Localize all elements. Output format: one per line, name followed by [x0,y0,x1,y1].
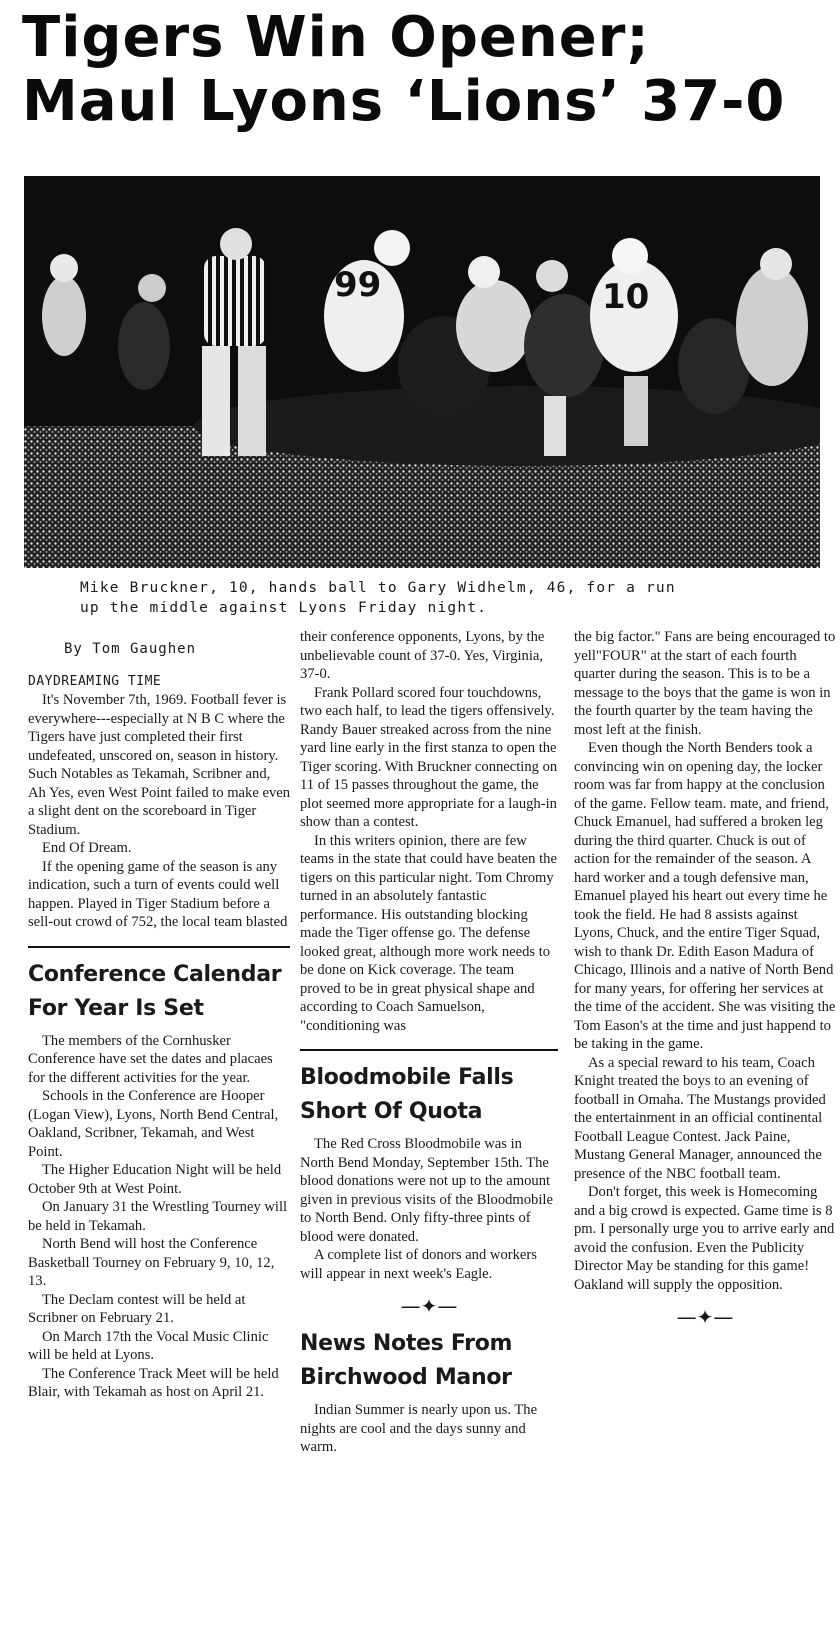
calendar-headline-line-1: Conference Calendar [28,961,282,987]
calendar-paragraph: The Higher Education Night will be held October 9th at West Point. [28,1162,282,1197]
calendar-headline [28,958,290,1026]
news-notes-headline [300,1327,558,1395]
calendar-paragraph: The Declam contest will be held at Scribner on February 21. [28,1291,246,1326]
headline [22,6,822,134]
byline: By Tom Gaughen [64,641,197,657]
news-notes-headline-line-1: News Notes From [300,1331,513,1356]
jersey-number-10: 10 [602,277,650,317]
article-paragraph: If the opening game of the season is any indication, such a turn of events could well happen. Played in Tiger Stadium before a sell-out crowd of 752, the local team blasted [28,858,288,930]
article-paragraph: Don't forget, this week is Homecoming and a big crowd is expected. Game time is 8 pm. I personally urge you to arrive early and avoid the confusion. Even the Publicity Director May be standing for this game! Oakland will supply the opposition. [574,1184,835,1293]
bloodmobile-headline-line-2: Short Of Quota [300,1099,483,1124]
news-notes-headline-line-2: Birchwood Manor [300,1365,512,1390]
section-rule [28,946,290,948]
calendar-headline-line-2: For Year Is Set [28,995,204,1021]
bloodmobile-paragraph: The Red Cross Bloodmobile was in North Bend Monday, September 15th. The blood donations were not up to the amount given in previous visits of the Bloodmobile to North Bend. Only fifty-three pints of blood were donated. [300,1136,553,1245]
headline-line-2: Maul Lyons ‘Lions’ 37-0 [22,69,786,134]
calendar-paragraph: The members of the Cornhusker Conference have set the dates and placaes for the different activities for the year. [28,1032,273,1086]
article-paragraph: As a special reward to his team, Coach Knight treated the boys to an evening of football in Omaha. The Mustangs provided the entertainment in an official continental Football League Contest. Jack Paine, Mustang General Manager, announced the presence of the NBC football team. [574,1054,826,1182]
calendar-paragraph: Schools in the Conference are Hooper (Logan View), Lyons, North Bend Central, Oakland, Scribner, Tekamah, and West Point. [28,1088,279,1160]
article-paragraph: In this writers opinion, there are few teams in the state that could have beaten the tigers on this particular night. Tom Chromy turned in an absolutely fantastic performance. His outstanding blocking made the Tiger offense go. The defense looked great, although more work needs to be done on Kick coverage. The team proved to be in great physical shape and according to Coach Samuelson, "conditioning was [300,832,557,1034]
column-3 [574,628,836,1338]
section-rule [300,1049,558,1051]
jersey-number-99: 99 [334,265,382,305]
article-paragraph: End Of Dream. [42,840,132,856]
article-paragraph: It's November 7th, 1969. Football fever is everywhere---especially at N B C where the Tigers have just completed their first undefeated, unscored on, season in history. Such Notables as Tekamah, Scribner and, Ah Yes, even West Point failed to make even a slight dent on the scoreboard in Tiger Stadium. [28,692,291,838]
column-1 [28,628,290,1402]
football-photo-drawing [24,176,820,568]
bloodmobile-headline-line-1: Bloodmobile Falls [300,1065,514,1090]
caption-line-2: up the middle against Lyons Friday night. [80,600,488,616]
article-paragraph: Even though the North Benders took a convincing win on opening day, the locker room was far from happy at the conclusion of the game. Fellow team. mate, and friend, Chuck Emanuel, had suffered a broken leg during the third quarter. Chuck is out of action for the remainder of the season. A hard worker and a tough defensive man, Emanuel played his heart out every time he took the field. He had 8 assists against Lyons, Chuck, and the entire Tiger Squad, wish to thank Dr. Edith Eason Madura of Chicago, Illinois and a native of North Bend for many years, for offering her services at the time of the accident. She was visiting the Tom Eason's at the time and just happend to be taking in the game. [574,740,836,1052]
calendar-paragraph: On January 31 the Wrestling Tourney will be held in Tekamah. [28,1199,288,1234]
article-paragraph: their conference opponents, Lyons, by the unbelievable count of 37-0. Yes, Virginia, 37-0. [300,629,545,682]
eagle-ornament-icon: —✦— [400,1294,458,1318]
headline-line-1: Tigers Win Opener; [22,5,650,70]
caption-line-1: Mike Bruckner, 10, hands ball to Gary Widhelm, 46, for a run [80,580,676,596]
calendar-paragraph: On March 17th the Vocal Music Clinic will be held at Lyons. [28,1328,269,1363]
bloodmobile-paragraph: A complete list of donors and workers will appear in next week's Eagle. [300,1247,537,1282]
football-photo [24,176,820,568]
calendar-paragraph: North Bend will host the Conference Basketball Tourney on February 9, 10, 12, 13. [28,1236,275,1289]
column-2 [300,628,558,1457]
article-paragraph: Frank Pollard scored four touchdowns, two each half, to lead the tigers offensively. Randy Bauer streaked across from the nine yard line early in the first stanza to open the Tiger scoring. With Bruckner connecting on 11 of 15 passes throughout the game, the plot seemed more appropriate for a laugh-in show than a contest. [300,684,558,830]
calendar-paragraph: The Conference Track Meet will be held Blair, with Tekamah as host on April 21. [28,1365,279,1400]
article-kicker: DAYDREAMING TIME [28,673,162,689]
bloodmobile-headline [300,1061,558,1129]
photo-caption [80,578,820,618]
eagle-ornament-icon: —✦— [676,1305,734,1329]
news-notes-paragraph: Indian Summer is nearly upon us. The nights are cool and the days sunny and warm. [300,1402,538,1455]
article-paragraph: the big factor." Fans are being encouraged to yell"FOUR" at the start of each fourth quarter during the season. This is to be a message to the boys that the game is won in the fourth quarter by the team having the most left at the finish. [574,629,836,738]
